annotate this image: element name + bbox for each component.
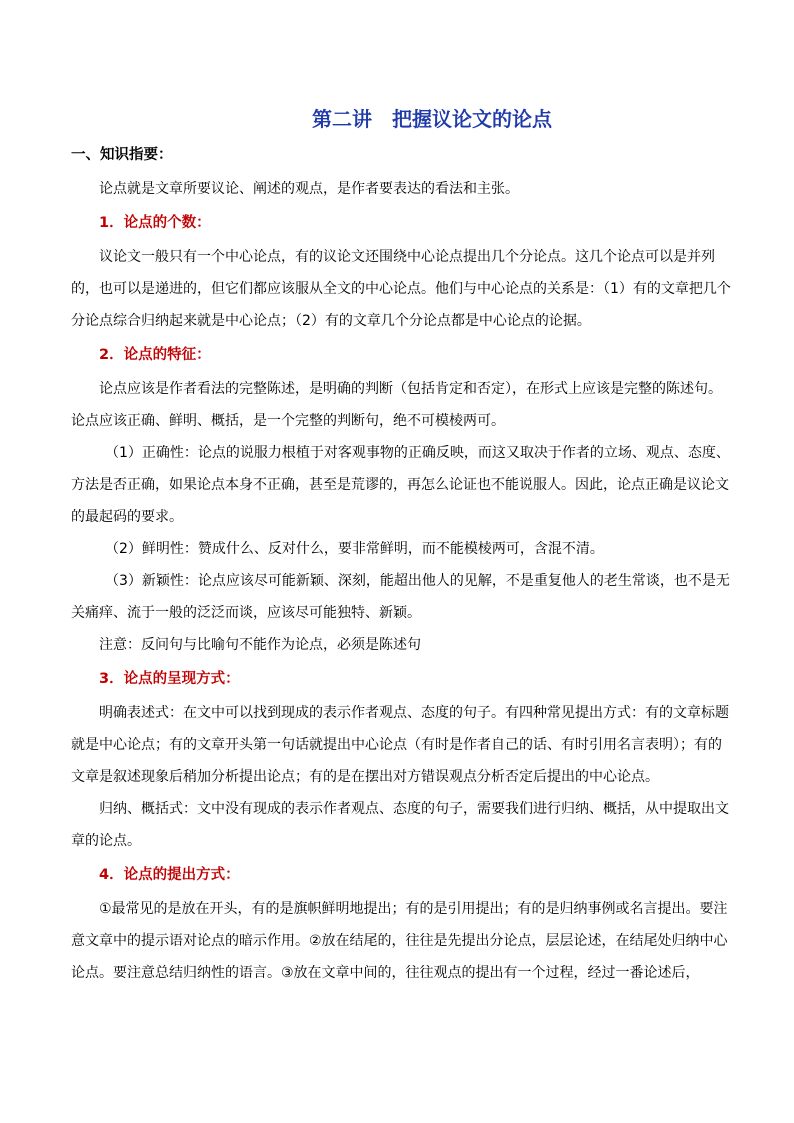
section-heading-knowledge: 一、知识指要： [71, 147, 173, 163]
feature-novelty: （3）新颖性：论点应该尽可能新颖、深刻，能超出他人的见解，不是重复他人的老生常谈，也不是无关痛痒、流于一般的泛泛而谈，应该尽可能独特、新颖。 [71, 573, 730, 621]
page-title: 第二讲 把握议论文的论点 [312, 107, 552, 131]
feature-clarity: （2）鲜明性：赞成什么、反对什么，要非常鲜明，而不能模棱两可，含混不清。 [105, 541, 604, 557]
subheading-presentation-forms: 3．论点的呈现方式： [99, 671, 240, 687]
subheading-argument-count: 1．论点的个数： [99, 215, 211, 231]
intro-paragraph: 论点就是文章所要议论、阐述的观点，是作者要表达的看法和主张。 [99, 181, 519, 197]
argument-features-paragraph: 论点应该是作者看法的完整陈述，是明确的判断（包括肯定和否定），在形式上应该是完整的陈述句。论点应该正确、鲜明、概括，是一个完整的判断句，绝不可模棱两可。 [71, 381, 722, 429]
presentation-explicit: 明确表述式：在文中可以找到现成的表示作者观点、态度的句子。有四种常见提出方式：有的文章标题就是中心论点；有的文章开头第一句话就提出中心论点（有时是作者自己的话、有时引用名言表明）；有的文章是叙述现象后稍加分析提出论点；有的是在摆出对方错误观点分析否定后提出的中心论点。 [71, 705, 729, 785]
feature-note: 注意：反问句与比喻句不能作为论点，必须是陈述句 [99, 637, 421, 653]
subheading-proposal-methods: 4．论点的提出方式： [99, 867, 240, 883]
document-body [71, 143, 733, 989]
argument-count-paragraph: 议论文一般只有一个中心论点，有的议论文还围绕中心论点提出几个分论点。这几个论点可以是并列的，也可以是递进的，但它们都应该服从全文的中心论点。他们与中心论点的关系是：（1）有的文章把几个分论点综合归纳起来就是中心论点；（2）有的文章几个分论点都是中心论点的论据。 [71, 249, 731, 329]
subheading-argument-features: 2．论点的特征： [99, 347, 211, 363]
presentation-summarized: 归纳、概括式：文中没有现成的表示作者观点、态度的句子，需要我们进行归纳、概括，从中提取出文章的论点。 [71, 801, 729, 849]
proposal-methods-paragraph: ①最常见的是放在开头，有的是旗帜鲜明地提出；有的是引用提出；有的是归纳事例或名言提出。要注意文章中的提示语对论点的暗示作用。②放在结尾的，往往是先提出分论点，层层论述，在结尾处归纳中心论点。要注意总结归纳性的语言。③放在文章中间的，往往观点的提出有一个过程，经过一番论述后， [71, 901, 728, 981]
feature-correctness: （1）正确性：论点的说服力根植于对客观事物的正确反映，而这又取决于作者的立场、观点、态度、方法是否正确，如果论点本身不正确，甚至是荒谬的，再怎么论证也不能说服人。因此，论点正确是议论文的最起码的要求。 [71, 445, 730, 525]
